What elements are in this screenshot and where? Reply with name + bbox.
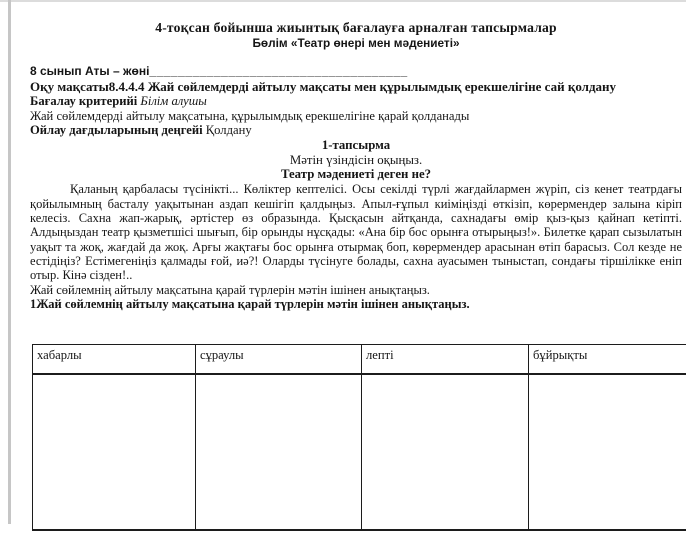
- thinking-skills-label: Ойлау дағдыларының деңгейі: [30, 123, 203, 138]
- column-header-khabarly: хабарлы: [33, 345, 196, 375]
- question-line-bold: 1Жай сөйлемнің айтылу мақсатына қарай түрлерін мәтін ішінен анықтаңыз.: [30, 296, 470, 311]
- task-instruction: Мәтін үзіндісін оқыңыз.: [289, 152, 423, 167]
- question-line-plain: Жай сөйлемнің айтылу мақсатына қарай түрлерін мәтін ішінен анықтаңыз.: [30, 282, 430, 297]
- criteria-description-line: Жай сөйлемдерді айтылу мақсатына, құрылымдық ерекшелігіне қарай қолданады: [30, 108, 470, 123]
- page-edge-shadow: [8, 0, 11, 524]
- name-blank-line: ____________________________________: [149, 64, 408, 78]
- page-top-edge: [0, 0, 686, 2]
- thinking-skills-value: Қолдану: [205, 123, 252, 138]
- answer-table-header-row: [33, 345, 686, 375]
- document-content: [30, 10, 682, 311]
- section-subtitle: Бөлім «Театр өнері мен мәдениеті»: [252, 36, 460, 50]
- thinking-skills-line: [30, 123, 682, 138]
- assessment-criteria-label: Бағалау критерийі: [30, 94, 138, 108]
- assessment-criteria-line: [30, 94, 682, 109]
- answer-cell-surauly: [196, 374, 362, 530]
- student-name-line: [30, 64, 682, 79]
- task-title: 1-тапсырма: [321, 137, 391, 152]
- column-header-buiryqty: бұйрықты: [529, 345, 686, 375]
- answer-table: [32, 344, 686, 531]
- reading-text-title: Театр мәдениеті деген не?: [280, 167, 432, 182]
- learning-objective-line: Оқу мақсаты8.4.4.4 Жай сөйлемдерді айтылу мақсаты мен құрылымдық ерекшелігіне сай қолдану: [30, 79, 617, 94]
- page-title: 4-тоқсан бойынша жиынтық бағалауға арналған тапсырмалар: [155, 20, 557, 35]
- assessment-criteria-value: Білім алушы: [140, 94, 207, 108]
- answer-table-body-row: [33, 374, 686, 530]
- reading-text-paragraph: Қаланың қарбаласы түсінікті... Көліктер кептелісі. Осы секілді түрлі жағдайлармен жүріп, сіз кенет театрдағы қойылымның басталу уақытынан аздап кешігіп қалдыңыз. Апыл-ғұпыл киіміңізді өткізіп, көрермендер залына кіріп келесіз. Сахна жап-жарық, әртістер өз образында. Қысқасын айтқанда, сахнадағы өмір қыз-қыз қайнап кетіпті. Алдыңыздан театр қызметшісі шығып, бір орынды нұсқады: «Ана бір бос орынға отырыңыз!». Билетке қарап сызылатын уақыт та жоқ, жағдай да жоқ. Арғы жақтағы бос орынға отырмақ боп, көрермендер арасынан өтіп барасыз. Сол кезде не естідіңіз? Естімегеніңіз қалмады ғой, иә?! Оларды түсінуге болады, сахна ауасымен тыныстап, сондағы тіршілікке еніп отыр. Кінә сізден!..: [30, 182, 682, 283]
- answer-cell-khabarly: [33, 374, 196, 530]
- student-name-label: 8 сынып Аты – жөні: [30, 64, 150, 78]
- column-header-lepti: лепті: [362, 345, 529, 375]
- answer-cell-lepti: [362, 374, 529, 530]
- column-header-surauly: сұраулы: [196, 345, 362, 375]
- answer-cell-buiryqty: [529, 374, 686, 530]
